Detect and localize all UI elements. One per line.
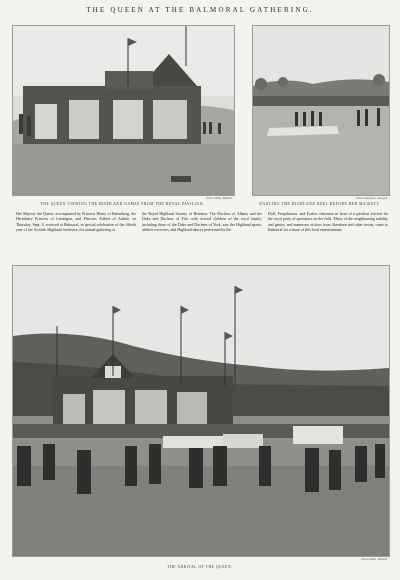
photo-royal-pavilion-image <box>13 26 234 195</box>
article-column-3: Duff, Farquharson, and Forbes clansmen in front of a pavilion erected for the royal party of spectators on the field. Many of the neighbouring nobility and gentry, and numerous visitors from Aberdeen and other towns, came to Balmoral for a share of this local entertainment. <box>268 212 388 232</box>
photo-highland-reel <box>252 25 390 196</box>
caption-arrival-of-queen: THE ARRIVAL OF THE QUEEN. <box>167 565 233 569</box>
credit-highland-reel: Photo Lafayette, Glasgow. <box>356 196 388 200</box>
photo-royal-pavilion <box>12 25 235 196</box>
credit-arrival-of-queen: Photo Milne, Ballater. <box>361 557 388 561</box>
photo-arrival-of-queen-image <box>13 266 389 556</box>
article-text <box>16 212 388 250</box>
photo-highland-reel-image <box>253 26 389 195</box>
caption-royal-pavilion: THE QUEEN VIEWING THE HIGHLAND GAMES FROM THE ROYAL PAVILION. <box>40 202 205 206</box>
photo-arrival-of-queen <box>12 265 390 557</box>
credit-royal-pavilion: Photo Milne, Ballater. <box>206 196 233 200</box>
article-column-2: the Royal Highland Society of Braemar. The Duchess of Albany and the Duke and Duchess of Fife, with several children of the royal family, including those of the Duke and Duchess of York, saw the Highland sports, athletic exercises, and Highland dances performed by the <box>142 212 262 232</box>
caption-highland-reel: DANCING THE HIGHLAND REEL BEFORE HER MAJESTY. <box>259 202 381 206</box>
article-column-1: Her Majesty the Queen, accompanied by Princess Henry of Battenberg, the Hereditary Princess of Leiningen, and Princess Aribert of Anhalt, on Thursday, Sept. 8, received at Balmoral, in special celebration of the fiftieth year of her Scottish Highland residence, the annual gathering of <box>16 212 136 232</box>
page-title: THE QUEEN AT THE BALMORAL GATHERING. <box>86 6 314 14</box>
